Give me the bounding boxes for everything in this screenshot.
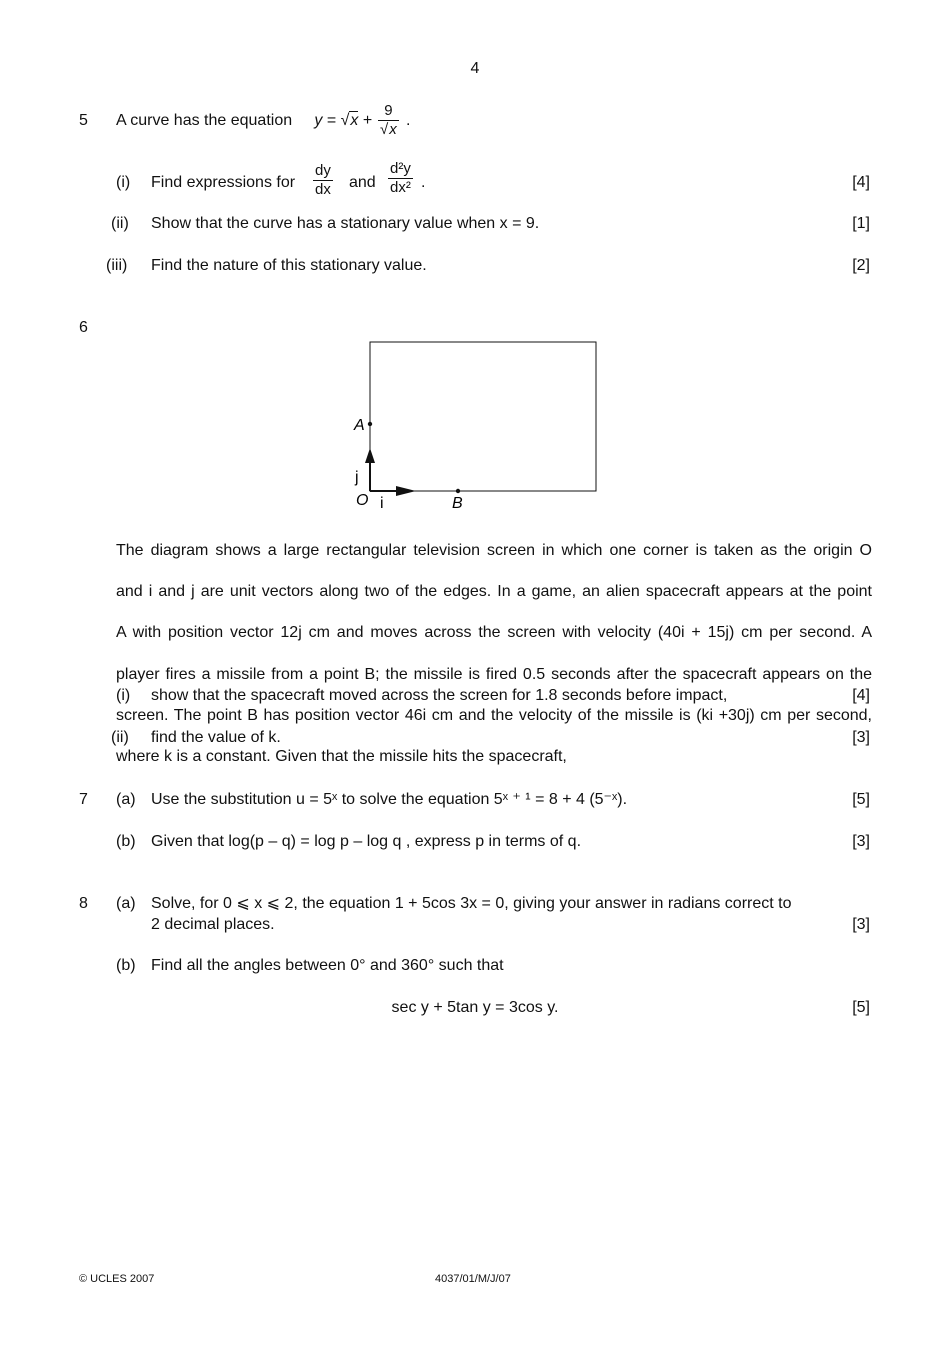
d2y-numerator: d²y [390, 160, 411, 177]
q6-part-ii-text: find the value of k. [151, 729, 281, 746]
d2y-dx2-fraction [388, 160, 413, 197]
q7-part-a-text: Use the substitution u = 5ˣ to solve the equation 5ˣ ⁺ ¹ = 8 + 4 (5⁻ˣ). [151, 791, 628, 808]
q5-part-iii-label: (iii) [106, 257, 128, 274]
q7-part-b-text: Given that log(p – q) = log p – log q , express p in terms of q. [151, 833, 582, 850]
q7-part-b-label: (b) [116, 833, 136, 850]
q6-part-ii-label: (ii) [111, 729, 129, 746]
question-5-number: 5 [79, 112, 88, 129]
question-5-intro: A curve has the equation y = √x + [116, 112, 373, 129]
q5-part-i-label: (i) [116, 174, 131, 191]
q6-part-i-text: show that the spacecraft moved across the screen for 1.8 seconds before impact, [151, 687, 728, 704]
q5-fraction-den-x: x [389, 121, 397, 138]
q5-and: and [349, 174, 376, 191]
i-arrowhead [396, 486, 416, 496]
dx2-denominator: dx² [390, 179, 411, 196]
q6-part-i-mark: [4] [852, 687, 870, 704]
j-arrowhead [365, 448, 375, 463]
q5-eq-sqrt-x: x [350, 112, 359, 129]
q7-part-a-mark: [5] [852, 791, 870, 808]
q8-part-a-line-1: Solve, for 0 ⩽ x ⩽ 2, the equation 1 + 5cos 3x = 0, giving your answer in radians correct to [151, 895, 792, 912]
question-7-number: 7 [79, 791, 88, 808]
q5-part-ii-text: Show that the curve has a stationary value when x = 9. [151, 215, 540, 232]
q8-part-b-label: (b) [116, 957, 136, 974]
q6-line-5: screen. The point B has position vector 46i cm and the velocity of the missile is (ki +30j) cm per second, [116, 706, 872, 724]
q6-part-ii-mark: [3] [852, 729, 870, 746]
q5-part-iii-text: Find the nature of this stationary value. [151, 257, 427, 274]
q5-part-i-text: Find expressions for [151, 174, 296, 191]
q6-part-i-label: (i) [116, 687, 131, 704]
q7-part-a-label: (a) [116, 791, 136, 808]
dy-numerator: dy [315, 162, 331, 179]
q5-eq-equals: = [326, 112, 337, 129]
dx-denominator: dx [315, 181, 331, 198]
screen-rectangle [370, 342, 596, 491]
label-a: A [354, 417, 365, 434]
question-6-number: 6 [79, 319, 88, 336]
q8-part-a-label: (a) [116, 895, 136, 912]
q5-eq-end: . [406, 112, 411, 129]
footer-paper-code: 4037/01/M/J/07 [435, 1273, 511, 1285]
q8-part-a-mark: [3] [852, 916, 870, 933]
q7-part-b-mark: [3] [852, 833, 870, 850]
q5-fraction-denominator: √x [380, 121, 397, 138]
question-8-number: 8 [79, 895, 88, 912]
point-b [456, 489, 460, 493]
q8-part-b-equation: sec y + 5tan y = 3cos y. [391, 999, 559, 1016]
label-i: i [380, 495, 384, 512]
dy-dx-fraction [313, 162, 333, 199]
q6-line-1: The diagram shows a large rectangular television screen in which one corner is taken as the origin O [116, 542, 872, 559]
q8-part-b-text: Find all the angles between 0° and 360° such that [151, 957, 504, 974]
q5-intro-text: A curve has the equation [116, 112, 293, 129]
tv-screen-diagram [340, 335, 610, 520]
q5-part-i-end: . [421, 174, 426, 191]
q5-part-ii-mark: [1] [852, 215, 870, 232]
q5-part-iii-mark: [2] [852, 257, 870, 274]
label-b: B [452, 495, 463, 512]
q6-line-4: player fires a missile from a point B; the missile is fired 0.5 seconds after the spacecraft appears on the [116, 665, 872, 683]
q5-fraction-numerator: 9 [378, 102, 399, 121]
label-j: j [355, 469, 359, 486]
q8-part-a-line-2: 2 decimal places. [151, 916, 275, 933]
q5-fraction [378, 102, 399, 139]
q5-part-ii-label: (ii) [111, 215, 129, 232]
footer-copyright: © UCLES 2007 [79, 1273, 155, 1285]
point-a [368, 422, 372, 426]
q5-eq-plus: + [362, 112, 373, 129]
q6-line-6: where k is a constant. Given that the missile hits the spacecraft, [116, 747, 567, 765]
q5-part-i-mark: [4] [852, 174, 870, 191]
q6-line-3: A with position vector 12j cm and moves across the screen with velocity (40i + 15j) cm per second. A [116, 624, 872, 642]
page-number: 4 [470, 60, 480, 77]
q8-part-b-mark: [5] [852, 999, 870, 1016]
q5-eq-y: y [314, 112, 323, 129]
label-o: O [356, 492, 369, 509]
q6-line-2: and i and j are unit vectors along two of the edges. In a game, an alien spacecraft appears at the point [116, 583, 872, 601]
